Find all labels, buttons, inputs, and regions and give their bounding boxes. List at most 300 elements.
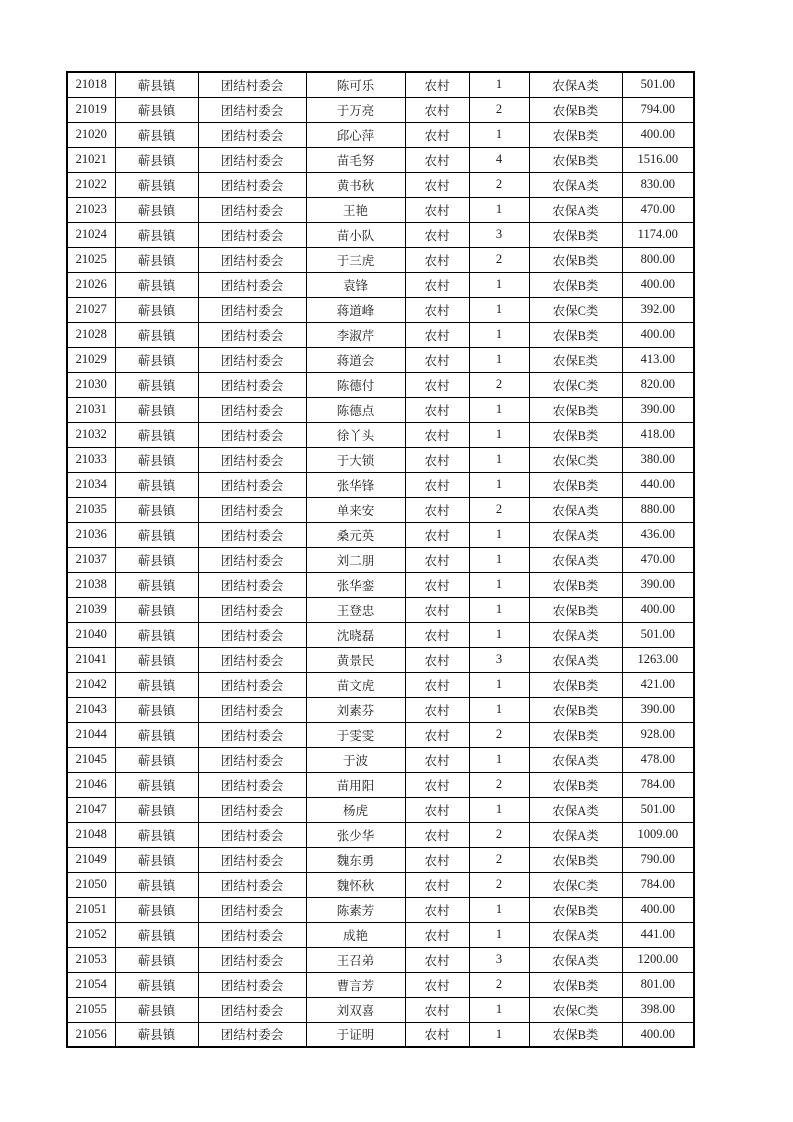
- table-cell: 2: [469, 847, 529, 872]
- table-cell: 21018: [67, 72, 115, 97]
- table-cell: 400.00: [622, 322, 694, 347]
- table-cell: 团结村委会: [198, 722, 306, 747]
- table-row: [67, 172, 694, 197]
- table-cell: 436.00: [622, 522, 694, 547]
- table-row: [67, 747, 694, 772]
- table-cell: 团结村委会: [198, 1022, 306, 1047]
- table-cell: 农村: [405, 372, 469, 397]
- table-cell: 1: [469, 522, 529, 547]
- table-row: [67, 72, 694, 97]
- table-cell: 蕲县镇: [115, 547, 198, 572]
- table-cell: 农保A类: [529, 497, 622, 522]
- table-cell: 蕲县镇: [115, 222, 198, 247]
- table-cell: 团结村委会: [198, 372, 306, 397]
- table-cell: 农村: [405, 422, 469, 447]
- table-row: [67, 347, 694, 372]
- table-cell: 21022: [67, 172, 115, 197]
- table-cell: 团结村委会: [198, 922, 306, 947]
- table-cell: 蕲县镇: [115, 772, 198, 797]
- table-cell: 团结村委会: [198, 497, 306, 522]
- table-cell: 21040: [67, 622, 115, 647]
- table-row: [67, 722, 694, 747]
- table-row: [67, 397, 694, 422]
- table-cell: 农保A类: [529, 172, 622, 197]
- table-cell: 418.00: [622, 422, 694, 447]
- table-cell: 2: [469, 247, 529, 272]
- table-cell: 曹言芳: [306, 972, 405, 997]
- table-cell: 2: [469, 772, 529, 797]
- table-cell: 1174.00: [622, 222, 694, 247]
- table-cell: 400.00: [622, 122, 694, 147]
- table-cell: 农保A类: [529, 947, 622, 972]
- table-cell: 蕲县镇: [115, 422, 198, 447]
- table-cell: 1: [469, 922, 529, 947]
- table-cell: 21055: [67, 997, 115, 1022]
- table-cell: 农村: [405, 197, 469, 222]
- table-cell: 农村: [405, 997, 469, 1022]
- table-cell: 农保B类: [529, 397, 622, 422]
- table-cell: 农保B类: [529, 722, 622, 747]
- table-cell: 团结村委会: [198, 647, 306, 672]
- table-row: [67, 947, 694, 972]
- table-cell: 1: [469, 297, 529, 322]
- table-cell: 农村: [405, 897, 469, 922]
- table-cell: 农村: [405, 247, 469, 272]
- table-cell: 团结村委会: [198, 672, 306, 697]
- table-cell: 陈德付: [306, 372, 405, 397]
- table-cell: 784.00: [622, 772, 694, 797]
- table-cell: 400.00: [622, 272, 694, 297]
- table-cell: 农保A类: [529, 72, 622, 97]
- table-cell: 蕲县镇: [115, 922, 198, 947]
- table-cell: 21039: [67, 597, 115, 622]
- table-row: [67, 472, 694, 497]
- table-cell: 农保A类: [529, 822, 622, 847]
- table-cell: 农保B类: [529, 222, 622, 247]
- table-cell: 张少华: [306, 822, 405, 847]
- table-cell: 农保A类: [529, 647, 622, 672]
- table-cell: 团结村委会: [198, 797, 306, 822]
- table-row: [67, 797, 694, 822]
- table-cell: 陈素芳: [306, 897, 405, 922]
- table-cell: 413.00: [622, 347, 694, 372]
- table-cell: 农保A类: [529, 747, 622, 772]
- table-cell: 团结村委会: [198, 522, 306, 547]
- table-cell: 1: [469, 397, 529, 422]
- table-cell: 2: [469, 872, 529, 897]
- table-cell: 农保A类: [529, 922, 622, 947]
- table-cell: 团结村委会: [198, 297, 306, 322]
- table-cell: 1: [469, 622, 529, 647]
- table-cell: 21054: [67, 972, 115, 997]
- table-row: [67, 97, 694, 122]
- table-cell: 于证明: [306, 1022, 405, 1047]
- table-cell: 蕲县镇: [115, 897, 198, 922]
- table-cell: 农村: [405, 322, 469, 347]
- table-cell: 1: [469, 547, 529, 572]
- table-cell: 1: [469, 122, 529, 147]
- table-cell: 团结村委会: [198, 72, 306, 97]
- table-cell: 徐丫头: [306, 422, 405, 447]
- table-cell: 470.00: [622, 547, 694, 572]
- table-cell: 790.00: [622, 847, 694, 872]
- table-cell: 2: [469, 497, 529, 522]
- table-cell: 刘双喜: [306, 997, 405, 1022]
- table-cell: 农保B类: [529, 322, 622, 347]
- table-row: [67, 772, 694, 797]
- table-cell: 团结村委会: [198, 697, 306, 722]
- table-cell: 1: [469, 697, 529, 722]
- table-cell: 2: [469, 972, 529, 997]
- table-cell: 农保B类: [529, 897, 622, 922]
- table-cell: 桑元英: [306, 522, 405, 547]
- table-cell: 21050: [67, 872, 115, 897]
- table-cell: 501.00: [622, 797, 694, 822]
- table-cell: 21030: [67, 372, 115, 397]
- table-cell: 蕲县镇: [115, 647, 198, 672]
- table-cell: 农保C类: [529, 997, 622, 1022]
- table-cell: 成艳: [306, 922, 405, 947]
- table-cell: 蕲县镇: [115, 872, 198, 897]
- table-cell: 880.00: [622, 497, 694, 522]
- table-row: [67, 972, 694, 997]
- table-cell: 团结村委会: [198, 422, 306, 447]
- table-cell: 21043: [67, 697, 115, 722]
- table-cell: 农保A类: [529, 522, 622, 547]
- table-row: [67, 997, 694, 1022]
- table-cell: 农村: [405, 972, 469, 997]
- table-cell: 蕲县镇: [115, 747, 198, 772]
- table-row: [67, 122, 694, 147]
- table-cell: 张华銮: [306, 572, 405, 597]
- table-cell: 21056: [67, 1022, 115, 1047]
- table-cell: 蕲县镇: [115, 597, 198, 622]
- table-cell: 2: [469, 97, 529, 122]
- table-cell: 1200.00: [622, 947, 694, 972]
- table-cell: 团结村委会: [198, 172, 306, 197]
- table-cell: 21047: [67, 797, 115, 822]
- table-cell: 蕲县镇: [115, 722, 198, 747]
- table-cell: 蕲县镇: [115, 947, 198, 972]
- table-cell: 农村: [405, 647, 469, 672]
- table-cell: 团结村委会: [198, 247, 306, 272]
- table-cell: 1: [469, 272, 529, 297]
- table-cell: 390.00: [622, 397, 694, 422]
- table-cell: 1: [469, 422, 529, 447]
- table-cell: 820.00: [622, 372, 694, 397]
- table-cell: 蕲县镇: [115, 72, 198, 97]
- table-cell: 农保A类: [529, 547, 622, 572]
- table-cell: 蕲县镇: [115, 172, 198, 197]
- table-cell: 农村: [405, 722, 469, 747]
- table-cell: 21029: [67, 347, 115, 372]
- table-cell: 2: [469, 822, 529, 847]
- table-cell: 398.00: [622, 997, 694, 1022]
- table-cell: 农保A类: [529, 797, 622, 822]
- table-row: [67, 422, 694, 447]
- table-cell: 于雯雯: [306, 722, 405, 747]
- table-cell: 农保B类: [529, 572, 622, 597]
- table-cell: 21024: [67, 222, 115, 247]
- table-cell: 团结村委会: [198, 897, 306, 922]
- table-cell: 农村: [405, 597, 469, 622]
- table-cell: 刘二朋: [306, 547, 405, 572]
- table-cell: 380.00: [622, 447, 694, 472]
- table-cell: 1: [469, 197, 529, 222]
- table-cell: 蕲县镇: [115, 672, 198, 697]
- table-cell: 441.00: [622, 922, 694, 947]
- table-cell: 421.00: [622, 672, 694, 697]
- table-cell: 830.00: [622, 172, 694, 197]
- table-cell: 21041: [67, 647, 115, 672]
- table-cell: 张华锋: [306, 472, 405, 497]
- table-cell: 农村: [405, 672, 469, 697]
- table-cell: 1: [469, 672, 529, 697]
- table-cell: 蕲县镇: [115, 472, 198, 497]
- table-cell: 王艳: [306, 197, 405, 222]
- table-cell: 于波: [306, 747, 405, 772]
- table-row: [67, 322, 694, 347]
- table-cell: 团结村委会: [198, 322, 306, 347]
- table-cell: 农保E类: [529, 347, 622, 372]
- table-cell: 团结村委会: [198, 147, 306, 172]
- table-row: [67, 647, 694, 672]
- table-cell: 团结村委会: [198, 947, 306, 972]
- table-cell: 1: [469, 72, 529, 97]
- table-cell: 蕲县镇: [115, 122, 198, 147]
- table-cell: 1: [469, 347, 529, 372]
- table-cell: 1: [469, 797, 529, 822]
- table-cell: 21053: [67, 947, 115, 972]
- table-cell: 团结村委会: [198, 972, 306, 997]
- table-cell: 蕲县镇: [115, 447, 198, 472]
- table-cell: 农保B类: [529, 697, 622, 722]
- table-cell: 农保C类: [529, 447, 622, 472]
- table-row: [67, 447, 694, 472]
- table-row: [67, 247, 694, 272]
- table-cell: 蕲县镇: [115, 797, 198, 822]
- table-cell: 农保B类: [529, 672, 622, 697]
- table-cell: 蕲县镇: [115, 497, 198, 522]
- table-cell: 21026: [67, 272, 115, 297]
- table-cell: 1: [469, 572, 529, 597]
- table-row: [67, 622, 694, 647]
- table-cell: 王召弟: [306, 947, 405, 972]
- table-cell: 农保C类: [529, 872, 622, 897]
- table-cell: 农村: [405, 1022, 469, 1047]
- table-cell: 21038: [67, 572, 115, 597]
- table-cell: 蕲县镇: [115, 972, 198, 997]
- table-cell: 21052: [67, 922, 115, 947]
- table-cell: 农保B类: [529, 147, 622, 172]
- table-cell: 1263.00: [622, 647, 694, 672]
- table-cell: 农村: [405, 947, 469, 972]
- table-cell: 蕲县镇: [115, 997, 198, 1022]
- table-cell: 400.00: [622, 897, 694, 922]
- table-cell: 蕲县镇: [115, 197, 198, 222]
- table-cell: 农村: [405, 297, 469, 322]
- table-cell: 魏怀秋: [306, 872, 405, 897]
- table-cell: 农村: [405, 772, 469, 797]
- table-cell: 沈晓磊: [306, 622, 405, 647]
- table-row: [67, 597, 694, 622]
- table-cell: 农村: [405, 97, 469, 122]
- table-cell: 农村: [405, 747, 469, 772]
- table-cell: 农村: [405, 572, 469, 597]
- table-cell: 21031: [67, 397, 115, 422]
- table-cell: 农保B类: [529, 847, 622, 872]
- table-cell: 21025: [67, 247, 115, 272]
- table-cell: 农村: [405, 872, 469, 897]
- table-row: [67, 547, 694, 572]
- table-row: [67, 222, 694, 247]
- table-cell: 农保B类: [529, 272, 622, 297]
- table-row: [67, 872, 694, 897]
- table-cell: 农村: [405, 797, 469, 822]
- table-row: [67, 847, 694, 872]
- table-cell: 蕲县镇: [115, 397, 198, 422]
- table-cell: 农村: [405, 522, 469, 547]
- table-cell: 黄书秋: [306, 172, 405, 197]
- table-cell: 4: [469, 147, 529, 172]
- table-cell: 团结村委会: [198, 447, 306, 472]
- table-cell: 蕲县镇: [115, 247, 198, 272]
- table-cell: 农村: [405, 547, 469, 572]
- table-cell: 21028: [67, 322, 115, 347]
- table-cell: 21027: [67, 297, 115, 322]
- table-row: [67, 697, 694, 722]
- table-cell: 王登忠: [306, 597, 405, 622]
- table-cell: 392.00: [622, 297, 694, 322]
- table-cell: 黄景民: [306, 647, 405, 672]
- table-cell: 21019: [67, 97, 115, 122]
- table-cell: 501.00: [622, 622, 694, 647]
- table-cell: 于万亮: [306, 97, 405, 122]
- table-cell: 团结村委会: [198, 747, 306, 772]
- table-cell: 794.00: [622, 97, 694, 122]
- table-cell: 单来安: [306, 497, 405, 522]
- table-cell: 400.00: [622, 1022, 694, 1047]
- table-cell: 农村: [405, 822, 469, 847]
- table-cell: 21048: [67, 822, 115, 847]
- table-cell: 农村: [405, 622, 469, 647]
- table-cell: 21045: [67, 747, 115, 772]
- table-cell: 21033: [67, 447, 115, 472]
- table-cell: 2: [469, 172, 529, 197]
- table-cell: 农保B类: [529, 772, 622, 797]
- table-cell: 农保B类: [529, 972, 622, 997]
- table-cell: 苗用阳: [306, 772, 405, 797]
- table-cell: 农村: [405, 847, 469, 872]
- table-row: [67, 297, 694, 322]
- table-cell: 蕲县镇: [115, 347, 198, 372]
- table-cell: 501.00: [622, 72, 694, 97]
- table-cell: 团结村委会: [198, 597, 306, 622]
- table-cell: 陈德点: [306, 397, 405, 422]
- table-cell: 801.00: [622, 972, 694, 997]
- table-cell: 团结村委会: [198, 122, 306, 147]
- table-cell: 蒋道峰: [306, 297, 405, 322]
- table-row: [67, 922, 694, 947]
- table-cell: 蕲县镇: [115, 97, 198, 122]
- table-cell: 农保A类: [529, 622, 622, 647]
- table-cell: 3: [469, 222, 529, 247]
- table-cell: 袁锋: [306, 272, 405, 297]
- table-cell: 农村: [405, 172, 469, 197]
- rural-pension-table: [66, 71, 695, 1048]
- table-cell: 团结村委会: [198, 847, 306, 872]
- table-cell: 蕲县镇: [115, 572, 198, 597]
- table-cell: 21021: [67, 147, 115, 172]
- table-cell: 21036: [67, 522, 115, 547]
- table-cell: 1516.00: [622, 147, 694, 172]
- table-cell: 蕲县镇: [115, 147, 198, 172]
- table-cell: 21034: [67, 472, 115, 497]
- table-cell: 农保B类: [529, 597, 622, 622]
- table-body: [67, 72, 694, 1047]
- table-cell: 苗毛努: [306, 147, 405, 172]
- table-cell: 蕲县镇: [115, 372, 198, 397]
- table-cell: 440.00: [622, 472, 694, 497]
- table-cell: 1: [469, 747, 529, 772]
- table-cell: 800.00: [622, 247, 694, 272]
- table-cell: 1: [469, 597, 529, 622]
- table-cell: 团结村委会: [198, 772, 306, 797]
- table-cell: 苗文虎: [306, 672, 405, 697]
- table-cell: 农保B类: [529, 247, 622, 272]
- table-cell: 21032: [67, 422, 115, 447]
- table-cell: 478.00: [622, 747, 694, 772]
- table-cell: 农保B类: [529, 1022, 622, 1047]
- table-cell: 于三虎: [306, 247, 405, 272]
- table-cell: 苗小队: [306, 222, 405, 247]
- table-cell: 1: [469, 472, 529, 497]
- table-cell: 3: [469, 947, 529, 972]
- table-cell: 蕲县镇: [115, 822, 198, 847]
- table-row: [67, 1022, 694, 1047]
- table-cell: 390.00: [622, 572, 694, 597]
- table-cell: 21049: [67, 847, 115, 872]
- table-cell: 1: [469, 1022, 529, 1047]
- table-cell: 1: [469, 997, 529, 1022]
- table-row: [67, 522, 694, 547]
- table-cell: 农村: [405, 497, 469, 522]
- table-cell: 农村: [405, 697, 469, 722]
- table-cell: 农保B类: [529, 472, 622, 497]
- table-cell: 蒋道会: [306, 347, 405, 372]
- table-row: [67, 572, 694, 597]
- table-row: [67, 897, 694, 922]
- table-cell: 1: [469, 897, 529, 922]
- table-cell: 21020: [67, 122, 115, 147]
- table-cell: 农保B类: [529, 122, 622, 147]
- table-row: [67, 372, 694, 397]
- table-cell: 21037: [67, 547, 115, 572]
- table-cell: 于大锁: [306, 447, 405, 472]
- table-cell: 21044: [67, 722, 115, 747]
- table-cell: 邱心萍: [306, 122, 405, 147]
- table-cell: 农村: [405, 447, 469, 472]
- table-cell: 农村: [405, 72, 469, 97]
- table-cell: 团结村委会: [198, 997, 306, 1022]
- table-cell: 农村: [405, 397, 469, 422]
- table-cell: 784.00: [622, 872, 694, 897]
- table-row: [67, 822, 694, 847]
- table-cell: 390.00: [622, 697, 694, 722]
- table-cell: 1: [469, 447, 529, 472]
- table-cell: 团结村委会: [198, 197, 306, 222]
- table-cell: 农村: [405, 147, 469, 172]
